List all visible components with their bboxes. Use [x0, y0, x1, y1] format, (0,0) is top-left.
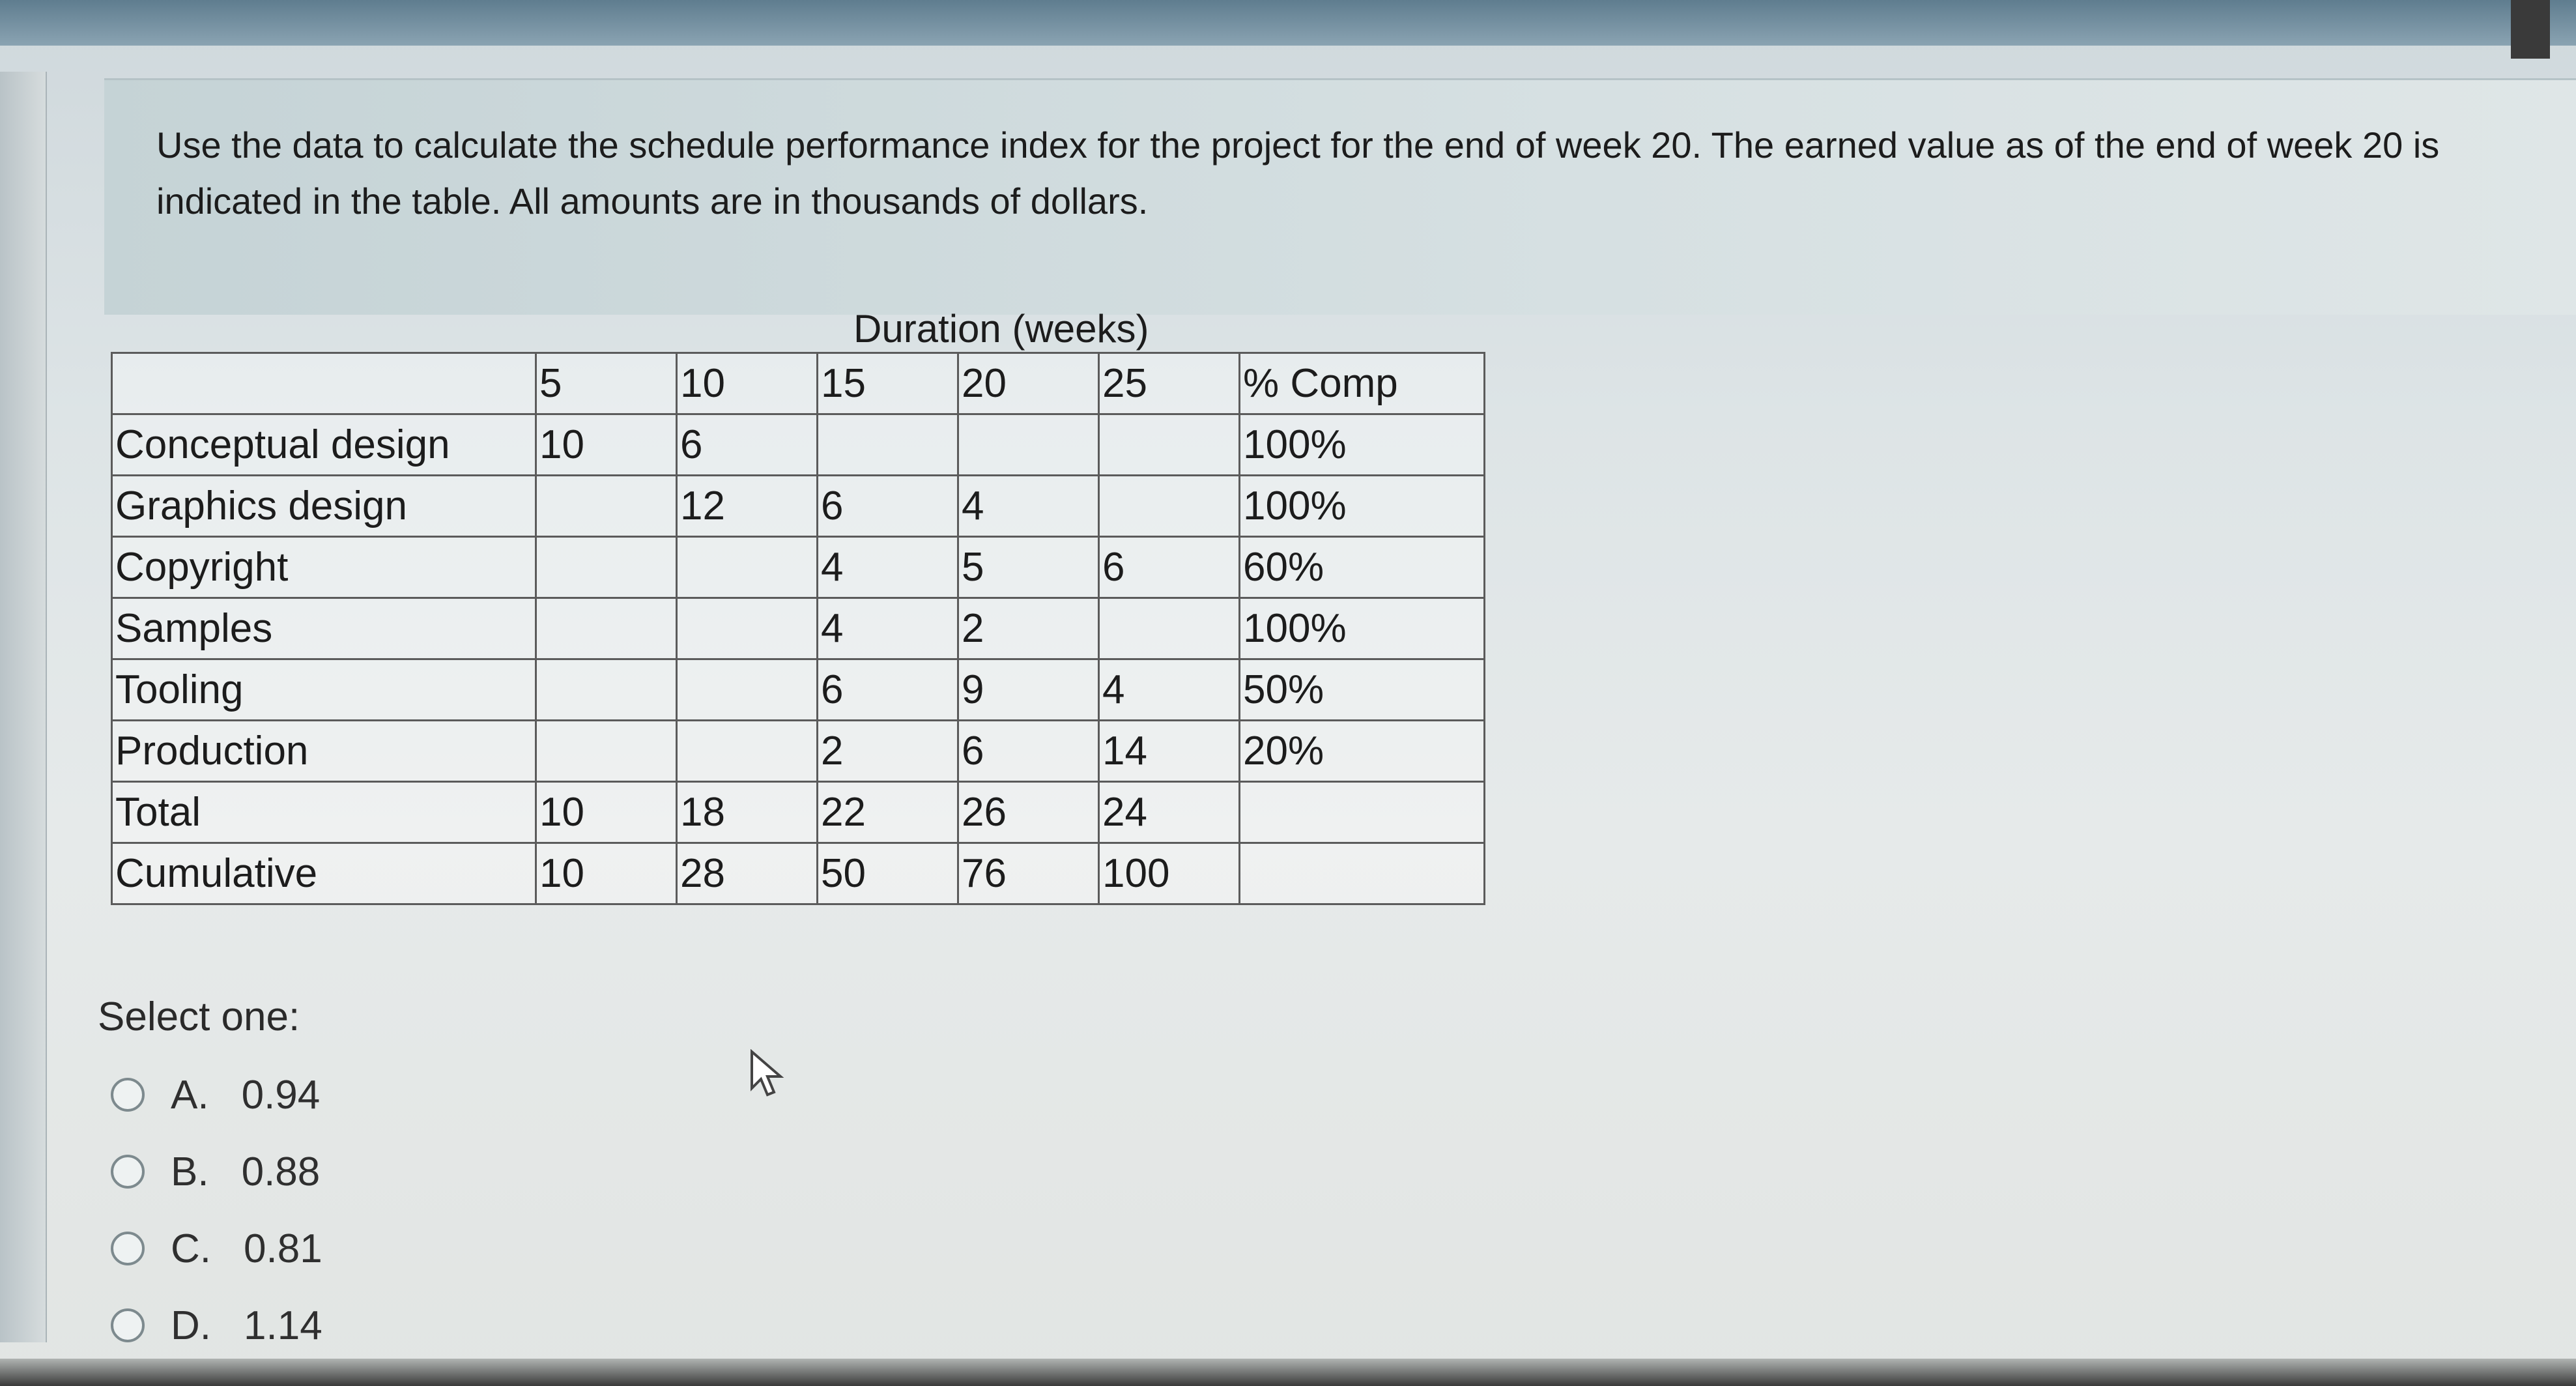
- select-one-label: Select one:: [98, 994, 300, 1039]
- table-cell: [677, 598, 818, 659]
- radio-button-icon[interactable]: [111, 1232, 145, 1265]
- table-row-total: [112, 782, 1485, 843]
- table-cell: [677, 659, 818, 721]
- table-cell: 5: [958, 537, 1099, 598]
- table-cell: 10: [536, 843, 677, 904]
- table-cell: 18: [677, 782, 818, 843]
- table-cell: [1240, 843, 1485, 904]
- table-cell: 2: [958, 598, 1099, 659]
- option-value: 0.81: [244, 1226, 322, 1271]
- table-cell: 6: [958, 721, 1099, 782]
- table-cell: 50: [818, 843, 958, 904]
- browser-top-bar: [0, 0, 2576, 46]
- table-cell: [536, 598, 677, 659]
- table-cell: 76: [958, 843, 1099, 904]
- table-cell: [536, 659, 677, 721]
- table-cell: 6: [818, 659, 958, 721]
- table-cell: 22: [818, 782, 958, 843]
- table-cell: [1099, 476, 1240, 537]
- table-cell: 4: [958, 476, 1099, 537]
- table-row: [112, 598, 1485, 659]
- option-letter: B.: [171, 1149, 209, 1194]
- row-label: Samples: [112, 598, 536, 659]
- row-label: Cumulative: [112, 843, 536, 904]
- table-row-cumulative: [112, 843, 1485, 904]
- table-cell: 14: [1099, 721, 1240, 782]
- table-cell: 9: [958, 659, 1099, 721]
- row-label: Copyright: [112, 537, 536, 598]
- header-cell: 5: [536, 353, 677, 414]
- table-cell: 100%: [1240, 476, 1485, 537]
- table-row: [112, 476, 1485, 537]
- table-cell: 60%: [1240, 537, 1485, 598]
- row-label: Graphics design: [112, 476, 536, 537]
- header-cell: % Comp: [1240, 353, 1485, 414]
- table-cell: 4: [1099, 659, 1240, 721]
- table-cell: [677, 721, 818, 782]
- option-b[interactable]: [111, 1146, 320, 1198]
- question-text: Use the data to calculate the schedule performance index for the project for the end of week 20. The earned value as of the end of week 20 is indicated in the table. All amounts are in thousands of dollars.: [156, 124, 2440, 222]
- option-a[interactable]: [111, 1069, 320, 1121]
- table-cell: 6: [1099, 537, 1240, 598]
- bottom-edge: [0, 1359, 2576, 1386]
- table-title: Duration (weeks): [853, 307, 1149, 351]
- option-d[interactable]: [111, 1299, 322, 1351]
- table-row: [112, 659, 1485, 721]
- table-cell: 6: [677, 414, 818, 476]
- option-value: 0.88: [241, 1149, 321, 1194]
- table-row: [112, 414, 1485, 476]
- table-cell: 4: [818, 598, 958, 659]
- option-value: 0.94: [241, 1072, 321, 1118]
- table-cell: 6: [818, 476, 958, 537]
- header-cell: 25: [1099, 353, 1240, 414]
- header-cell: 15: [818, 353, 958, 414]
- radio-button-icon[interactable]: [111, 1155, 145, 1189]
- option-c[interactable]: [111, 1222, 322, 1275]
- option-letter: D.: [171, 1303, 211, 1348]
- table-cell: 12: [677, 476, 818, 537]
- option-value: 1.14: [244, 1303, 322, 1348]
- data-table: [111, 352, 1485, 905]
- row-label: Production: [112, 721, 536, 782]
- radio-button-icon[interactable]: [111, 1078, 145, 1112]
- window-corner: [2511, 0, 2550, 59]
- table-cell: [818, 414, 958, 476]
- header-cell: 10: [677, 353, 818, 414]
- table-cell: [536, 721, 677, 782]
- table-row: [112, 537, 1485, 598]
- mouse-pointer-icon: [749, 1049, 788, 1101]
- header-cell: [112, 353, 536, 414]
- table-cell: [677, 537, 818, 598]
- table-cell: 50%: [1240, 659, 1485, 721]
- table-cell: 10: [536, 414, 677, 476]
- table-cell: 24: [1099, 782, 1240, 843]
- table-cell: 28: [677, 843, 818, 904]
- table-cell: 26: [958, 782, 1099, 843]
- row-label: Total: [112, 782, 536, 843]
- table-cell: [1099, 414, 1240, 476]
- option-letter: A.: [171, 1072, 209, 1118]
- option-letter: C.: [171, 1226, 211, 1271]
- row-label: Tooling: [112, 659, 536, 721]
- table-cell: [1099, 598, 1240, 659]
- table-cell: 100%: [1240, 414, 1485, 476]
- table-cell: [1240, 782, 1485, 843]
- left-panel-edge: [0, 72, 47, 1342]
- table-cell: 2: [818, 721, 958, 782]
- table-cell: 4: [818, 537, 958, 598]
- table-cell: 100%: [1240, 598, 1485, 659]
- table-cell: 10: [536, 782, 677, 843]
- table-cell: [536, 537, 677, 598]
- table-row: [112, 721, 1485, 782]
- row-label: Conceptual design: [112, 414, 536, 476]
- radio-button-icon[interactable]: [111, 1308, 145, 1342]
- header-cell: 20: [958, 353, 1099, 414]
- table-cell: 100: [1099, 843, 1240, 904]
- table-cell: [536, 476, 677, 537]
- table-cell: 20%: [1240, 721, 1485, 782]
- table-header-row: [112, 353, 1485, 414]
- table-cell: [958, 414, 1099, 476]
